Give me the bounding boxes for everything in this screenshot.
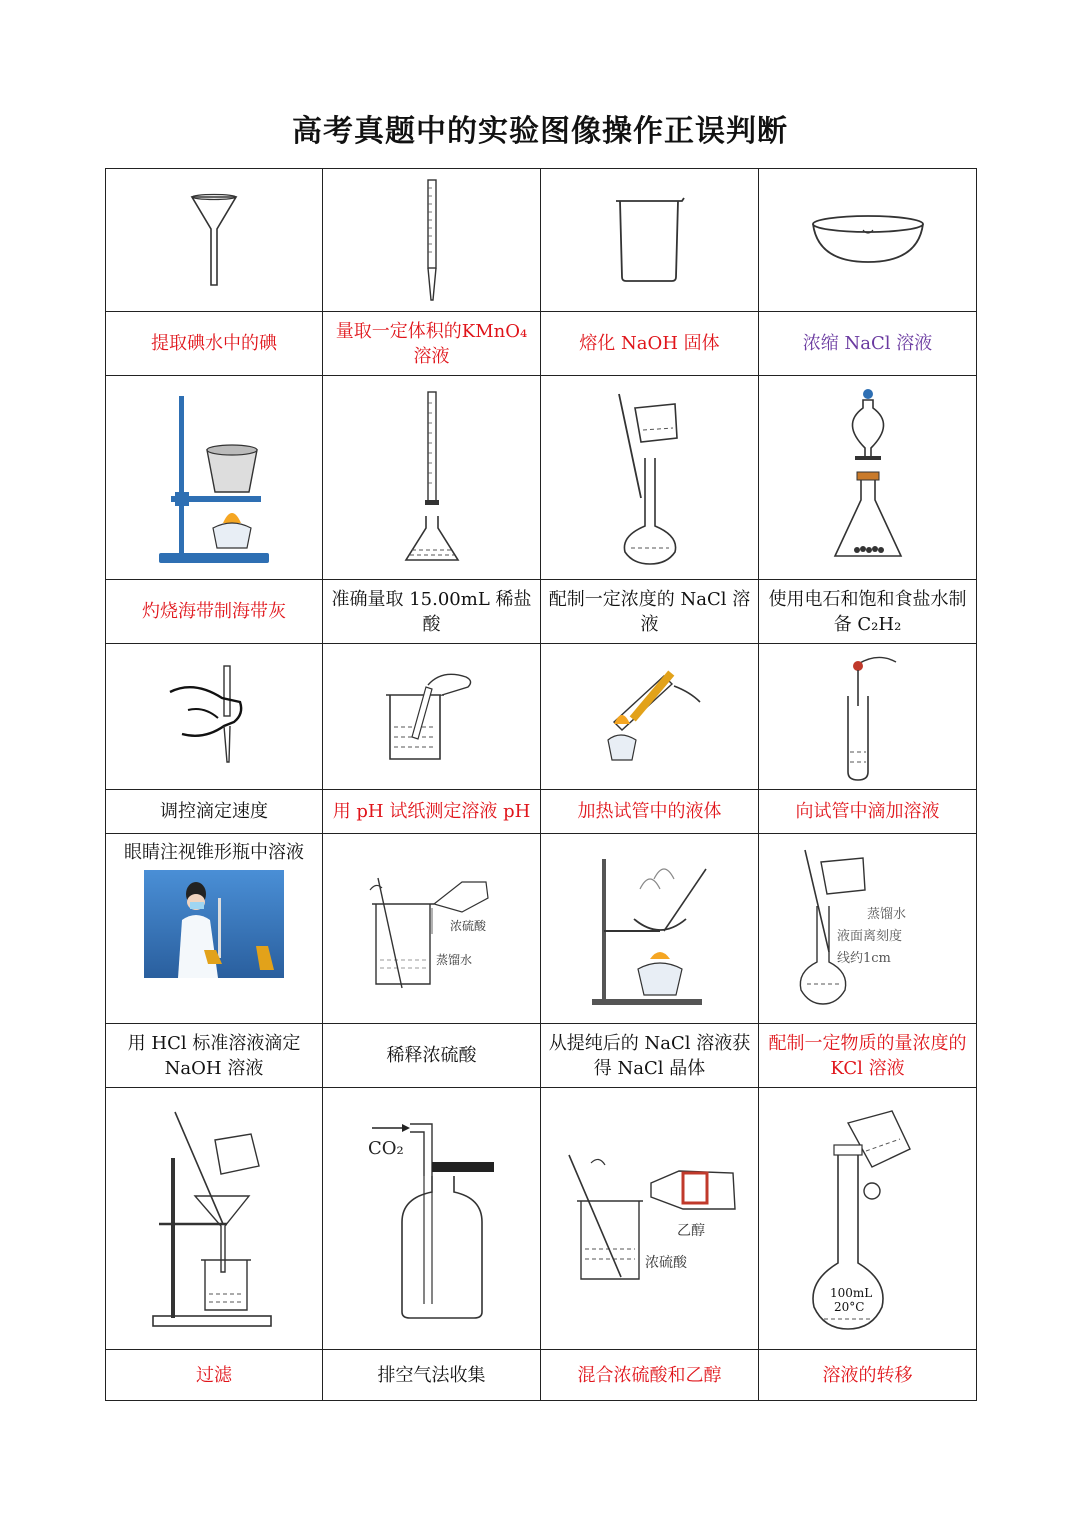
label-co2: CO₂ [367, 1137, 404, 1159]
burning-kelp-cell [106, 376, 323, 580]
label-volume: 100mL [829, 1286, 872, 1300]
evaporating-dish-icon [808, 210, 928, 270]
caption-air-collection: 排空气法收集 [323, 1350, 541, 1401]
dropper-cell [759, 644, 977, 790]
caption-prepare-nacl: 配制一定浓度的 NaCl 溶液 [541, 580, 759, 644]
air-collection-cell [323, 1088, 541, 1350]
beaker-cell [541, 169, 759, 312]
hand-burette-icon [164, 662, 264, 772]
heating-test-tube-icon [590, 662, 710, 772]
label-flask-line2: 液面离刻度 [836, 928, 902, 944]
transfer-cell [759, 1088, 977, 1350]
ph-test-icon [382, 667, 482, 767]
label-ethanol: 乙醇 [676, 1222, 705, 1239]
kcl-flask-icon [793, 844, 943, 1014]
caption-burn-kelp: 灼烧海带制海带灰 [106, 580, 323, 644]
evaporating-dish-cell [759, 169, 977, 312]
caption-get-nacl-crystal: 从提纯后的 NaCl 溶液获得 NaCl 晶体 [541, 1024, 759, 1088]
caption-ph-paper: 用 pH 试纸测定溶液 pH [323, 790, 541, 834]
experiment-table [105, 168, 977, 1401]
caption-transfer-solution: 溶液的转移 [759, 1350, 977, 1401]
caption-add-drops: 向试管中滴加溶液 [759, 790, 977, 834]
lab-photo [144, 870, 284, 978]
ph-paper-cell [323, 644, 541, 790]
label-flask-line1: 蒸馏水 [866, 906, 906, 922]
caption-measure-hcl: 准确量取 15.00mL 稀盐酸 [323, 580, 541, 644]
pipette-cell [323, 169, 541, 312]
separatory-flask-icon [823, 388, 913, 568]
caption-control-titration: 调控滴定速度 [106, 790, 323, 834]
caption-measure-kmno4: 量取一定体积的KMnO₄溶液 [323, 312, 541, 376]
dilute-acid-cell [323, 834, 541, 1024]
volumetric-flask-icon [605, 388, 695, 568]
burette-flask-icon [392, 388, 472, 568]
dilute-acid-icon [362, 864, 502, 994]
filtration-cell [106, 1088, 323, 1350]
mix-acid-ethanol-cell [541, 1088, 759, 1350]
label-water: 蒸馏水 [435, 952, 472, 967]
pipette-icon [417, 178, 447, 303]
caption-mix-acid-ethanol: 混合浓硫酸和乙醇 [541, 1350, 759, 1401]
titration-photo-cell [106, 834, 323, 1024]
page-title: 高考真题中的实验图像操作正误判断 [292, 114, 788, 149]
funnel-icon [184, 193, 244, 288]
caption-prepare-kcl: 配制一定物质的量浓度的 KCl 溶液 [759, 1024, 977, 1088]
mix-acid-ethanol-icon [555, 1149, 745, 1289]
label-temperature: 20°C [833, 1300, 864, 1314]
caption-melt-naoh: 熔化 NaOH 固体 [541, 312, 759, 376]
funnel-cell [106, 169, 323, 312]
evaporate-crystal-cell [541, 834, 759, 1024]
beaker-icon [610, 195, 690, 285]
caption-prepare-c2h2: 使用电石和饱和食盐水制备 C₂H₂ [759, 580, 977, 644]
gas-bottle-icon [362, 1114, 502, 1324]
caption-heat-liquid: 加热试管中的液体 [541, 790, 759, 834]
caption-filtration: 过滤 [106, 1350, 323, 1401]
evaporation-stand-icon [580, 849, 720, 1009]
label-conc-acid: 浓硫酸 [449, 918, 486, 933]
crucible-stand-icon [149, 388, 279, 568]
heat-tube-cell [541, 644, 759, 790]
label-conc-acid-2: 浓硫酸 [644, 1254, 687, 1271]
burette-cell [323, 376, 541, 580]
kcl-flask-cell [759, 834, 977, 1024]
photo-caption: 眼睛注视锥形瓶中溶液 [124, 842, 304, 863]
caption-titrate-naoh: 用 HCl 标准溶液滴定 NaOH 溶液 [106, 1024, 323, 1088]
dropper-tube-icon [828, 652, 908, 782]
volumetric-nacl-cell [541, 376, 759, 580]
acetylene-cell [759, 376, 977, 580]
label-flask-line3: 线约1cm [836, 950, 891, 966]
caption-concentrate-nacl: 浓缩 NaCl 溶液 [759, 312, 977, 376]
caption-dilute-acid: 稀释浓硫酸 [323, 1024, 541, 1088]
transfer-flask-icon [808, 1101, 928, 1336]
titration-control-cell [106, 644, 323, 790]
caption-extract-iodine: 提取碘水中的碘 [106, 312, 323, 376]
filtration-icon [149, 1104, 279, 1334]
